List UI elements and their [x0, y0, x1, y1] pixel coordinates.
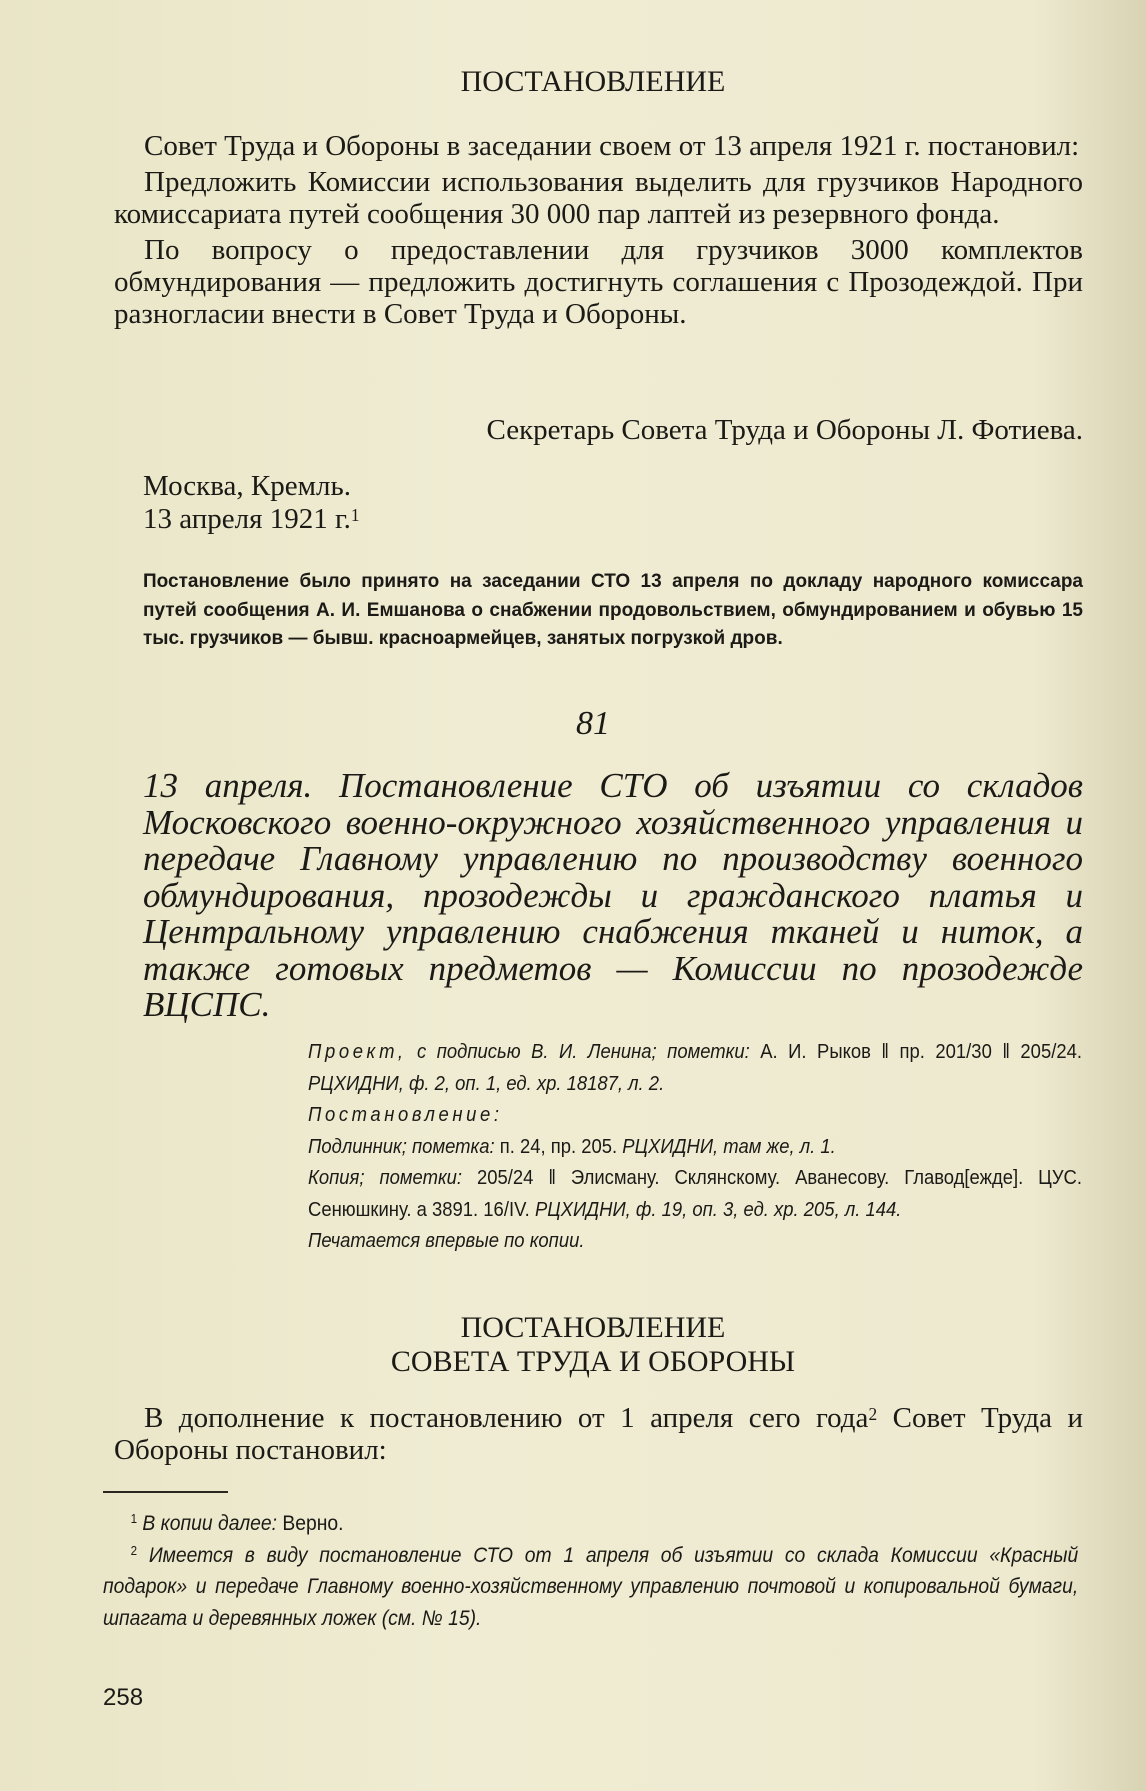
footnote-text: В копии далее: — [142, 1512, 278, 1535]
resolution-title-line2: СОВЕТА ТРУДА И ОБОРОНЫ — [390, 1345, 796, 1378]
archive-label: Постановление: — [308, 1103, 503, 1126]
paragraph: По вопросу о предоставлении для грузчиков 3000 комплектов обмундирования — предложить достигнуть соглашения с Прозодеждой. При разногласии внести в Совет Труда и Обороны. — [114, 234, 1083, 330]
archive-text: Подлинник; пометка: — [308, 1134, 495, 1158]
archive-text: 205/24 ‖ Элисману. Склянскому. Аванесову. Главод[ежде]. ЦУС. Сенюшкину. а 3891. 16/IV. — [308, 1166, 1082, 1221]
archive-label: Проект, — [308, 1040, 407, 1063]
archive-reference: РЦХИДНИ, ф. 19, оп. 3, ед. хр. 205, л. 144. — [534, 1197, 902, 1221]
footnote-2 — [103, 1540, 1078, 1635]
footnotes — [103, 1508, 1078, 1634]
paragraph: Предложить Комиссии использования выделить для грузчиков Народного комиссариата путей сообщения 30 000 пар лаптей из резервного фонда. — [114, 166, 1083, 230]
paragraph-text: В дополнение к постановлению от 1 апреля сего года — [144, 1402, 869, 1434]
footnote-1 — [103, 1508, 1078, 1540]
document-heading: 13 апреля. Постановление СТО об изъятии со складов Московского военно-окружного хозяйственного управления и передаче Главному управлению по производству военного обмундирования, прозодежды и гражданского платья и Центральному управлению снабжения тканей и ниток, а также готовых предметов — Комиссии по прозодежде ВЦСПС. — [143, 766, 1083, 1024]
paragraph-text: Совет Труда и Обороны постановил: — [114, 1402, 1083, 1466]
archive-reference: РЦХИДНИ, ф. 2, оп. 1, ед. хр. 18187, л. 2. — [308, 1071, 665, 1095]
archive-text: п. 24, пр. 205. — [499, 1134, 618, 1158]
archive-text: Копия; пометки: — [308, 1166, 463, 1189]
footnote-text: Верно. — [282, 1512, 344, 1535]
signature: Секретарь Совета Труда и Обороны Л. Фотиева. — [486, 414, 1083, 446]
note-text: Постановление было принято на заседании СТО 13 апреля по докладу народного комиссара путей сообщения А. И. Емшанова о снабжении продовольствием, обмундированием и обувью 15 тыс. грузчиков — бывш. красноармейцев, занятых погрузкой дров. — [143, 571, 1083, 649]
archive-original — [308, 1131, 1082, 1163]
footnote-number: 2 — [130, 1543, 138, 1558]
document-number: 81 — [576, 705, 610, 742]
footnote-number: 1 — [130, 1512, 138, 1526]
archive-reference: РЦХИДНИ, там же, л. 1. — [622, 1134, 836, 1158]
page-number: 258 — [103, 1684, 144, 1711]
date — [143, 503, 360, 535]
paragraph — [114, 1402, 1083, 1466]
archive-print-note: Печатается впервые по копии. — [308, 1229, 585, 1252]
archive-copy — [308, 1162, 1082, 1225]
footnote-divider — [103, 1491, 228, 1493]
archive-info — [308, 1036, 1082, 1257]
footnote-ref: 2 — [868, 1404, 878, 1424]
place: Москва, Кремль. — [143, 470, 351, 502]
document-title: ПОСТАНОВЛЕНИЕ — [460, 65, 726, 98]
resolution-body-2 — [114, 1402, 1083, 1466]
archive-draft — [308, 1036, 1082, 1099]
paragraph: Совет Труда и Обороны в заседании своем от 13 апреля 1921 г. постановил: — [144, 130, 1080, 162]
resolution-title-line1: ПОСТАНОВЛЕНИЕ — [460, 1311, 726, 1344]
footnote-ref: 1 — [350, 505, 360, 525]
footnote-text: Имеется в виду постановление СТО от 1 апреля об изъятии со склада Комиссии «Красный подарок» и передаче Главному военно-хозяйственному управлению почтовой и копировальной бумаги, шпагата и деревянных ложек (см. № 15). — [103, 1543, 1079, 1630]
archive-text: А. И. Рыков ‖ пр. 201/30 ‖ 205/24. — [760, 1040, 1082, 1063]
archive-text: с подписью В. И. Ленина; пометки: — [417, 1040, 750, 1063]
date-text: 13 апреля 1921 г. — [143, 503, 351, 535]
editorial-note — [143, 568, 1083, 654]
resolution-body — [114, 130, 1083, 330]
